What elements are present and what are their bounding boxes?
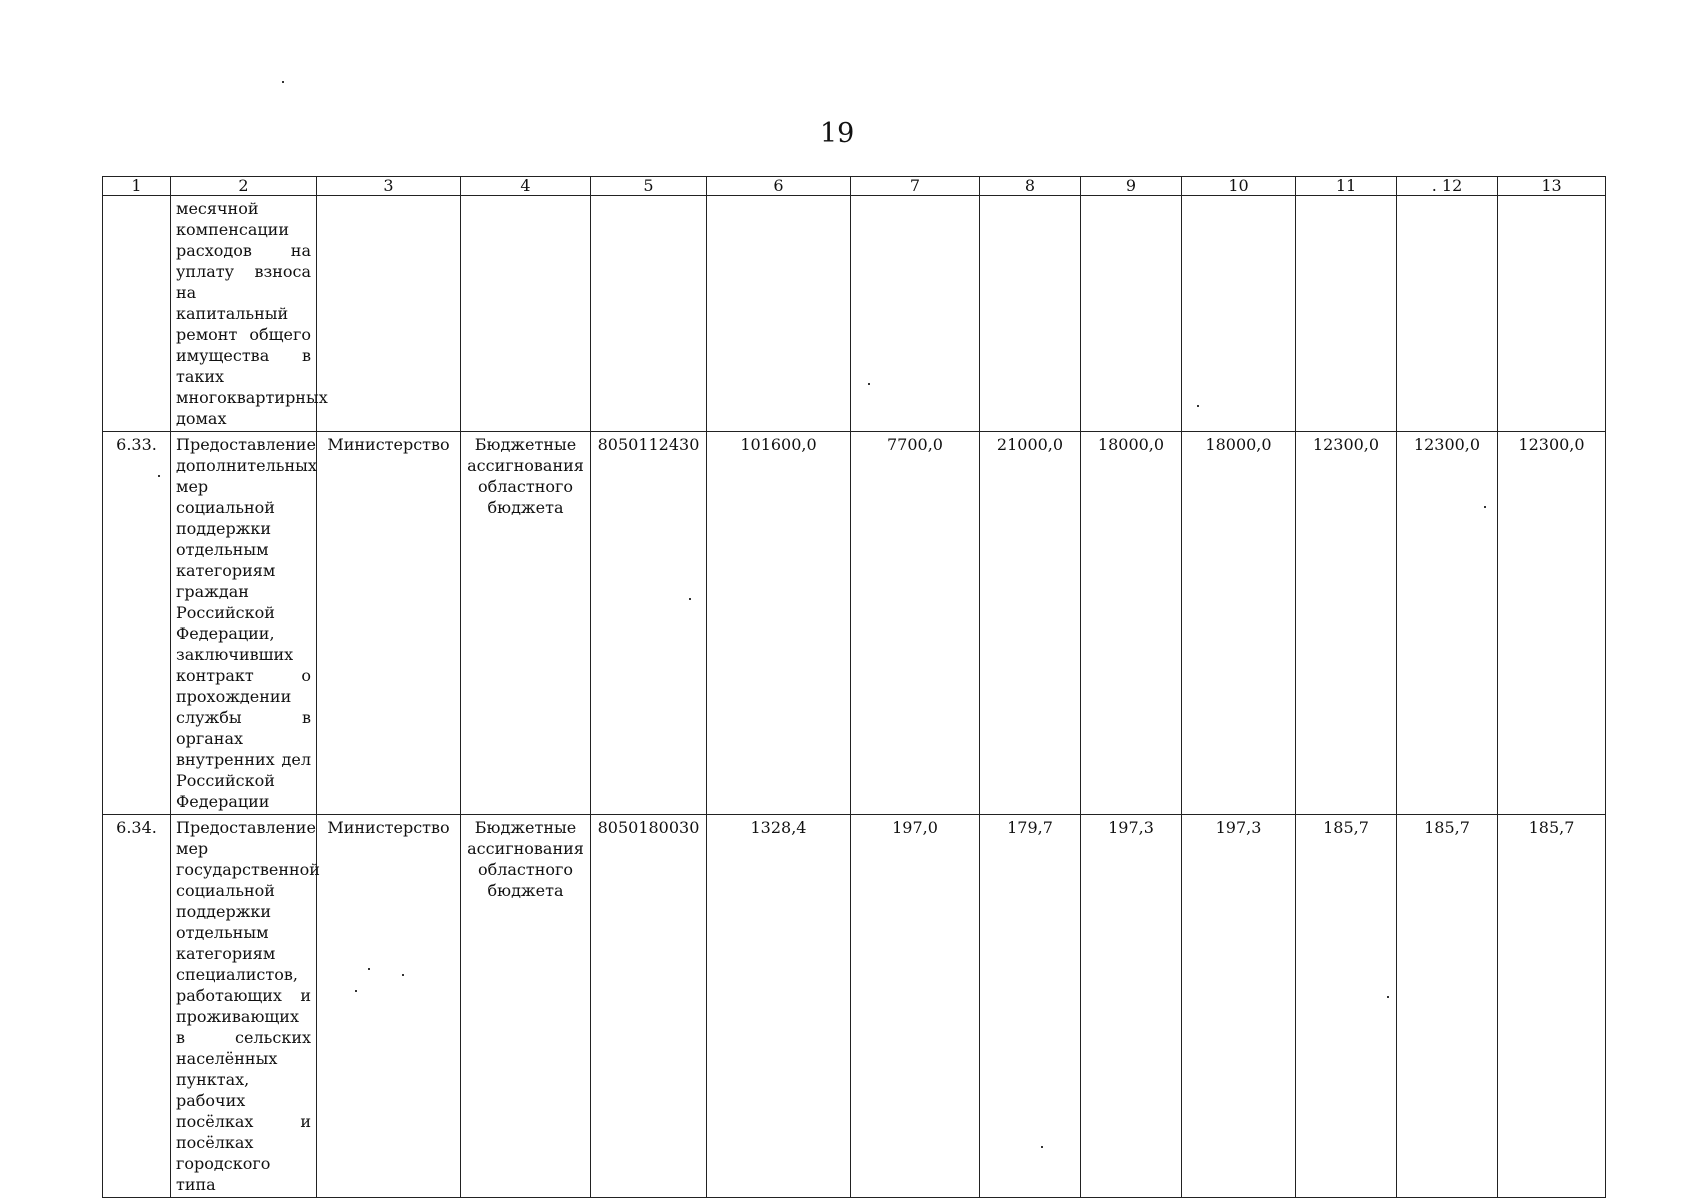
value-cell — [980, 196, 1081, 432]
budget-table — [102, 176, 1606, 1198]
value-cell: 197,3 — [1081, 815, 1182, 1198]
scan-speck — [402, 974, 404, 976]
value-cell: 197,3 — [1182, 815, 1296, 1198]
scan-speck — [1197, 405, 1199, 407]
executor-cell — [317, 196, 461, 432]
code-cell: 8050112430 — [591, 432, 707, 815]
table-row — [103, 815, 1606, 1198]
value-cell — [1296, 196, 1397, 432]
value-cell: 185,7 — [1397, 815, 1498, 1198]
executor-cell: Министерство — [317, 815, 461, 1198]
column-header: 2 — [171, 177, 317, 196]
value-cell — [1498, 196, 1606, 432]
row-index — [103, 196, 171, 432]
scan-speck — [1041, 1146, 1043, 1148]
scan-speck — [368, 968, 370, 970]
value-cell — [1182, 196, 1296, 432]
column-header: 4 — [461, 177, 591, 196]
scan-speck — [1387, 996, 1389, 998]
executor-cell: Министерство — [317, 432, 461, 815]
value-cell: 197,0 — [851, 815, 980, 1198]
scan-speck — [282, 81, 284, 83]
value-cell: 179,7 — [980, 815, 1081, 1198]
measure-name: Предоставление мер государственной социальной поддержки отдельным категориям специалистов, работающих и проживающих в сельских населённых пунктах, рабочих посёлках и посёлках городского типа — [171, 815, 317, 1198]
value-cell — [1081, 196, 1182, 432]
value-cell: 18000,0 — [1081, 432, 1182, 815]
value-cell: 18000,0 — [1182, 432, 1296, 815]
value-cell — [1397, 196, 1498, 432]
column-header: 9 — [1081, 177, 1182, 196]
code-cell: 8050180030 — [591, 815, 707, 1198]
column-number-row — [103, 177, 1606, 196]
source-cell: Бюджетные ассигнования областного бюджета — [461, 432, 591, 815]
code-cell — [591, 196, 707, 432]
column-header: 6 — [707, 177, 851, 196]
column-header: 7 — [851, 177, 980, 196]
column-header: 3 — [317, 177, 461, 196]
column-header: 10 — [1182, 177, 1296, 196]
value-cell: 7700,0 — [851, 432, 980, 815]
column-header: 11 — [1296, 177, 1397, 196]
scan-speck — [158, 475, 160, 477]
row-index: 6.34. — [103, 815, 171, 1198]
scan-speck — [689, 598, 691, 600]
value-cell: 101600,0 — [707, 432, 851, 815]
scan-speck — [1484, 506, 1486, 508]
table-row-continuation — [103, 196, 1606, 432]
scan-speck — [868, 383, 870, 385]
value-cell: 12300,0 — [1296, 432, 1397, 815]
scan-speck — [355, 990, 357, 992]
value-cell — [707, 196, 851, 432]
column-header: 13 — [1498, 177, 1606, 196]
source-cell: Бюджетные ассигнования областного бюджета — [461, 815, 591, 1198]
column-header: 1 — [103, 177, 171, 196]
source-cell — [461, 196, 591, 432]
table-row — [103, 432, 1606, 815]
measure-name: месячной компенсации расходов на уплату взноса на капитальный ремонт общего имущества в таких многоквартирных домах — [171, 196, 317, 432]
column-header: . 12 — [1397, 177, 1498, 196]
column-header: 8 — [980, 177, 1081, 196]
value-cell: 21000,0 — [980, 432, 1081, 815]
value-cell: 185,7 — [1498, 815, 1606, 1198]
value-cell — [851, 196, 980, 432]
value-cell: 12300,0 — [1498, 432, 1606, 815]
measure-name: Предоставление дополнительных мер социальной поддержки отдельным категориям граждан Российской Федерации, заключивших контракт о прохождении службы в органах внутренних дел Российской Федерации — [171, 432, 317, 815]
column-header: 5 — [591, 177, 707, 196]
page-number: 19 — [820, 118, 855, 149]
value-cell: 1328,4 — [707, 815, 851, 1198]
row-index: 6.33. — [103, 432, 171, 815]
value-cell: 185,7 — [1296, 815, 1397, 1198]
value-cell: 12300,0 — [1397, 432, 1498, 815]
